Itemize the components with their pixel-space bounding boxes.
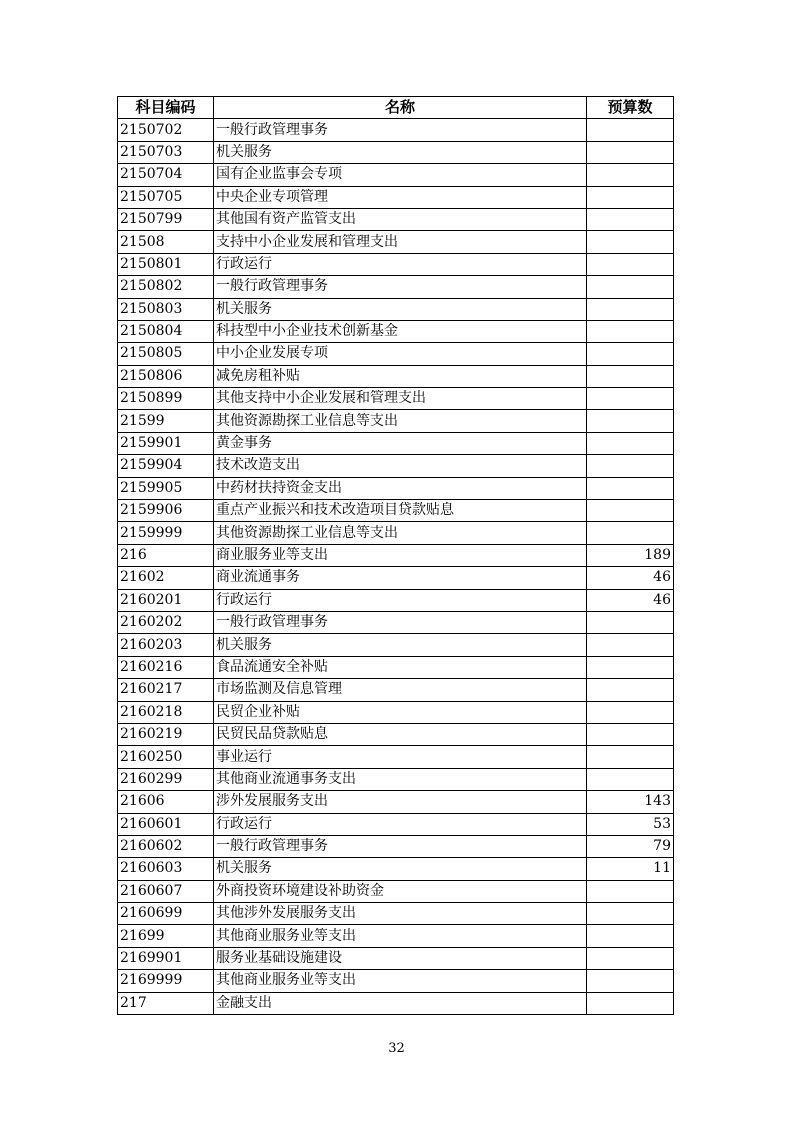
table-row (118, 298, 674, 320)
row-amount (587, 276, 674, 298)
table-row (118, 611, 674, 633)
row-amount: 143 (587, 791, 674, 813)
row-code: 2160699 (118, 903, 214, 925)
row-amount (587, 500, 674, 522)
row-code: 2150804 (118, 320, 214, 342)
row-name: 机关服务 (214, 298, 587, 320)
row-code: 21508 (118, 231, 214, 253)
row-code: 2169901 (118, 947, 214, 969)
row-amount (587, 925, 674, 947)
table-row (118, 477, 674, 499)
table-row (118, 970, 674, 992)
row-code: 2150803 (118, 298, 214, 320)
row-amount (587, 746, 674, 768)
row-code: 2150702 (118, 119, 214, 141)
row-name: 一般行政管理事务 (214, 611, 587, 633)
header-code: 科目编码 (118, 97, 214, 119)
table-row (118, 522, 674, 544)
row-name: 金融支出 (214, 992, 587, 1014)
row-code: 2150806 (118, 365, 214, 387)
row-amount (587, 253, 674, 275)
row-amount (587, 432, 674, 454)
row-name: 其他支持中小企业发展和管理支出 (214, 388, 587, 410)
row-code: 2150705 (118, 186, 214, 208)
row-name: 涉外发展服务支出 (214, 791, 587, 813)
row-code: 2160219 (118, 723, 214, 745)
row-name: 事业运行 (214, 746, 587, 768)
table-row (118, 679, 674, 701)
row-amount (587, 186, 674, 208)
row-code: 2160216 (118, 656, 214, 678)
row-code: 21699 (118, 925, 214, 947)
table-row (118, 432, 674, 454)
row-name: 技术改造支出 (214, 455, 587, 477)
row-name: 服务业基础设施建设 (214, 947, 587, 969)
table-row (118, 835, 674, 857)
table-row (118, 208, 674, 230)
row-name: 民贸民品贷款贴息 (214, 723, 587, 745)
row-amount (587, 947, 674, 969)
row-amount: 79 (587, 835, 674, 857)
table-row (118, 410, 674, 432)
table-row (118, 455, 674, 477)
row-amount (587, 634, 674, 656)
row-amount (587, 768, 674, 790)
table-row (118, 567, 674, 589)
row-name: 中央企业专项管理 (214, 186, 587, 208)
row-name: 其他商业流通事务支出 (214, 768, 587, 790)
row-amount (587, 365, 674, 387)
row-name: 民贸企业补贴 (214, 701, 587, 723)
row-amount: 53 (587, 813, 674, 835)
row-amount (587, 141, 674, 163)
row-amount: 189 (587, 544, 674, 566)
row-code: 2150899 (118, 388, 214, 410)
table-row (118, 231, 674, 253)
row-code: 2160218 (118, 701, 214, 723)
row-code: 2160201 (118, 589, 214, 611)
row-amount (587, 410, 674, 432)
table-row (118, 276, 674, 298)
row-name: 国有企业监事会专项 (214, 164, 587, 186)
row-code: 2169999 (118, 970, 214, 992)
row-name: 机关服务 (214, 858, 587, 880)
row-name: 黄金事务 (214, 432, 587, 454)
row-code: 2159904 (118, 455, 214, 477)
row-name: 其他资源勘探工业信息等支出 (214, 410, 587, 432)
row-amount (587, 388, 674, 410)
row-name: 行政运行 (214, 589, 587, 611)
table-row (118, 544, 674, 566)
table-row (118, 656, 674, 678)
row-code: 2160250 (118, 746, 214, 768)
row-code: 2160217 (118, 679, 214, 701)
table-row (118, 320, 674, 342)
table-row (118, 186, 674, 208)
row-amount: 46 (587, 589, 674, 611)
table-row (118, 903, 674, 925)
row-name: 重点产业振兴和技术改造项目贷款贴息 (214, 500, 587, 522)
table-header-row (118, 97, 674, 119)
row-code: 2150805 (118, 343, 214, 365)
row-name: 商业服务业等支出 (214, 544, 587, 566)
table-row (118, 388, 674, 410)
row-code: 2160602 (118, 835, 214, 857)
row-amount (587, 611, 674, 633)
table-row (118, 253, 674, 275)
row-amount (587, 164, 674, 186)
row-name: 一般行政管理事务 (214, 835, 587, 857)
row-name: 其他资源勘探工业信息等支出 (214, 522, 587, 544)
table-row (118, 141, 674, 163)
row-code: 2159999 (118, 522, 214, 544)
table-row (118, 723, 674, 745)
row-amount (587, 320, 674, 342)
row-name: 其他商业服务业等支出 (214, 970, 587, 992)
row-amount (587, 208, 674, 230)
row-amount (587, 992, 674, 1014)
row-code: 2160202 (118, 611, 214, 633)
table-row (118, 791, 674, 813)
row-code: 2159905 (118, 477, 214, 499)
row-code: 2160203 (118, 634, 214, 656)
row-code: 2150801 (118, 253, 214, 275)
row-code: 2159901 (118, 432, 214, 454)
row-code: 2159906 (118, 500, 214, 522)
row-amount (587, 679, 674, 701)
row-code: 2160299 (118, 768, 214, 790)
row-amount (587, 477, 674, 499)
table-row (118, 947, 674, 969)
row-name: 科技型中小企业技术创新基金 (214, 320, 587, 342)
row-code: 2160603 (118, 858, 214, 880)
row-code: 2160601 (118, 813, 214, 835)
row-name: 其他涉外发展服务支出 (214, 903, 587, 925)
row-amount (587, 903, 674, 925)
row-amount (587, 119, 674, 141)
row-name: 行政运行 (214, 813, 587, 835)
row-amount (587, 656, 674, 678)
row-amount (587, 522, 674, 544)
row-code: 21602 (118, 567, 214, 589)
table-row (118, 701, 674, 723)
row-name: 其他国有资产监管支出 (214, 208, 587, 230)
row-code: 21606 (118, 791, 214, 813)
row-amount (587, 231, 674, 253)
table-row (118, 880, 674, 902)
row-name: 机关服务 (214, 634, 587, 656)
row-name: 一般行政管理事务 (214, 119, 587, 141)
row-name: 市场监测及信息管理 (214, 679, 587, 701)
row-code: 2150799 (118, 208, 214, 230)
table-row (118, 992, 674, 1014)
row-name: 食品流通安全补贴 (214, 656, 587, 678)
row-code: 2150802 (118, 276, 214, 298)
row-name: 减免房租补贴 (214, 365, 587, 387)
row-amount (587, 343, 674, 365)
table-row (118, 813, 674, 835)
row-name: 商业流通事务 (214, 567, 587, 589)
table-row (118, 746, 674, 768)
table-row (118, 119, 674, 141)
budget-table (117, 96, 674, 1015)
table-row (118, 858, 674, 880)
row-name: 中药材扶持资金支出 (214, 477, 587, 499)
row-amount (587, 970, 674, 992)
row-amount (587, 723, 674, 745)
row-amount (587, 701, 674, 723)
row-amount (587, 880, 674, 902)
row-name: 一般行政管理事务 (214, 276, 587, 298)
row-code: 21599 (118, 410, 214, 432)
row-amount: 11 (587, 858, 674, 880)
header-name: 名称 (214, 97, 587, 119)
table-body (118, 119, 674, 1015)
table-row (118, 343, 674, 365)
row-name: 支持中小企业发展和管理支出 (214, 231, 587, 253)
row-code: 2150703 (118, 141, 214, 163)
row-code: 217 (118, 992, 214, 1014)
row-amount (587, 455, 674, 477)
table-row (118, 500, 674, 522)
table-row (118, 925, 674, 947)
table-row (118, 164, 674, 186)
row-amount: 46 (587, 567, 674, 589)
row-code: 216 (118, 544, 214, 566)
table-row (118, 365, 674, 387)
row-amount (587, 298, 674, 320)
row-name: 其他商业服务业等支出 (214, 925, 587, 947)
row-name: 外商投资环境建设补助资金 (214, 880, 587, 902)
header-amount: 预算数 (587, 97, 674, 119)
row-code: 2160607 (118, 880, 214, 902)
table-row (118, 768, 674, 790)
row-name: 行政运行 (214, 253, 587, 275)
table-row (118, 634, 674, 656)
page-number: 32 (388, 1041, 405, 1056)
table-row (118, 589, 674, 611)
row-code: 2150704 (118, 164, 214, 186)
row-name: 中小企业发展专项 (214, 343, 587, 365)
row-name: 机关服务 (214, 141, 587, 163)
